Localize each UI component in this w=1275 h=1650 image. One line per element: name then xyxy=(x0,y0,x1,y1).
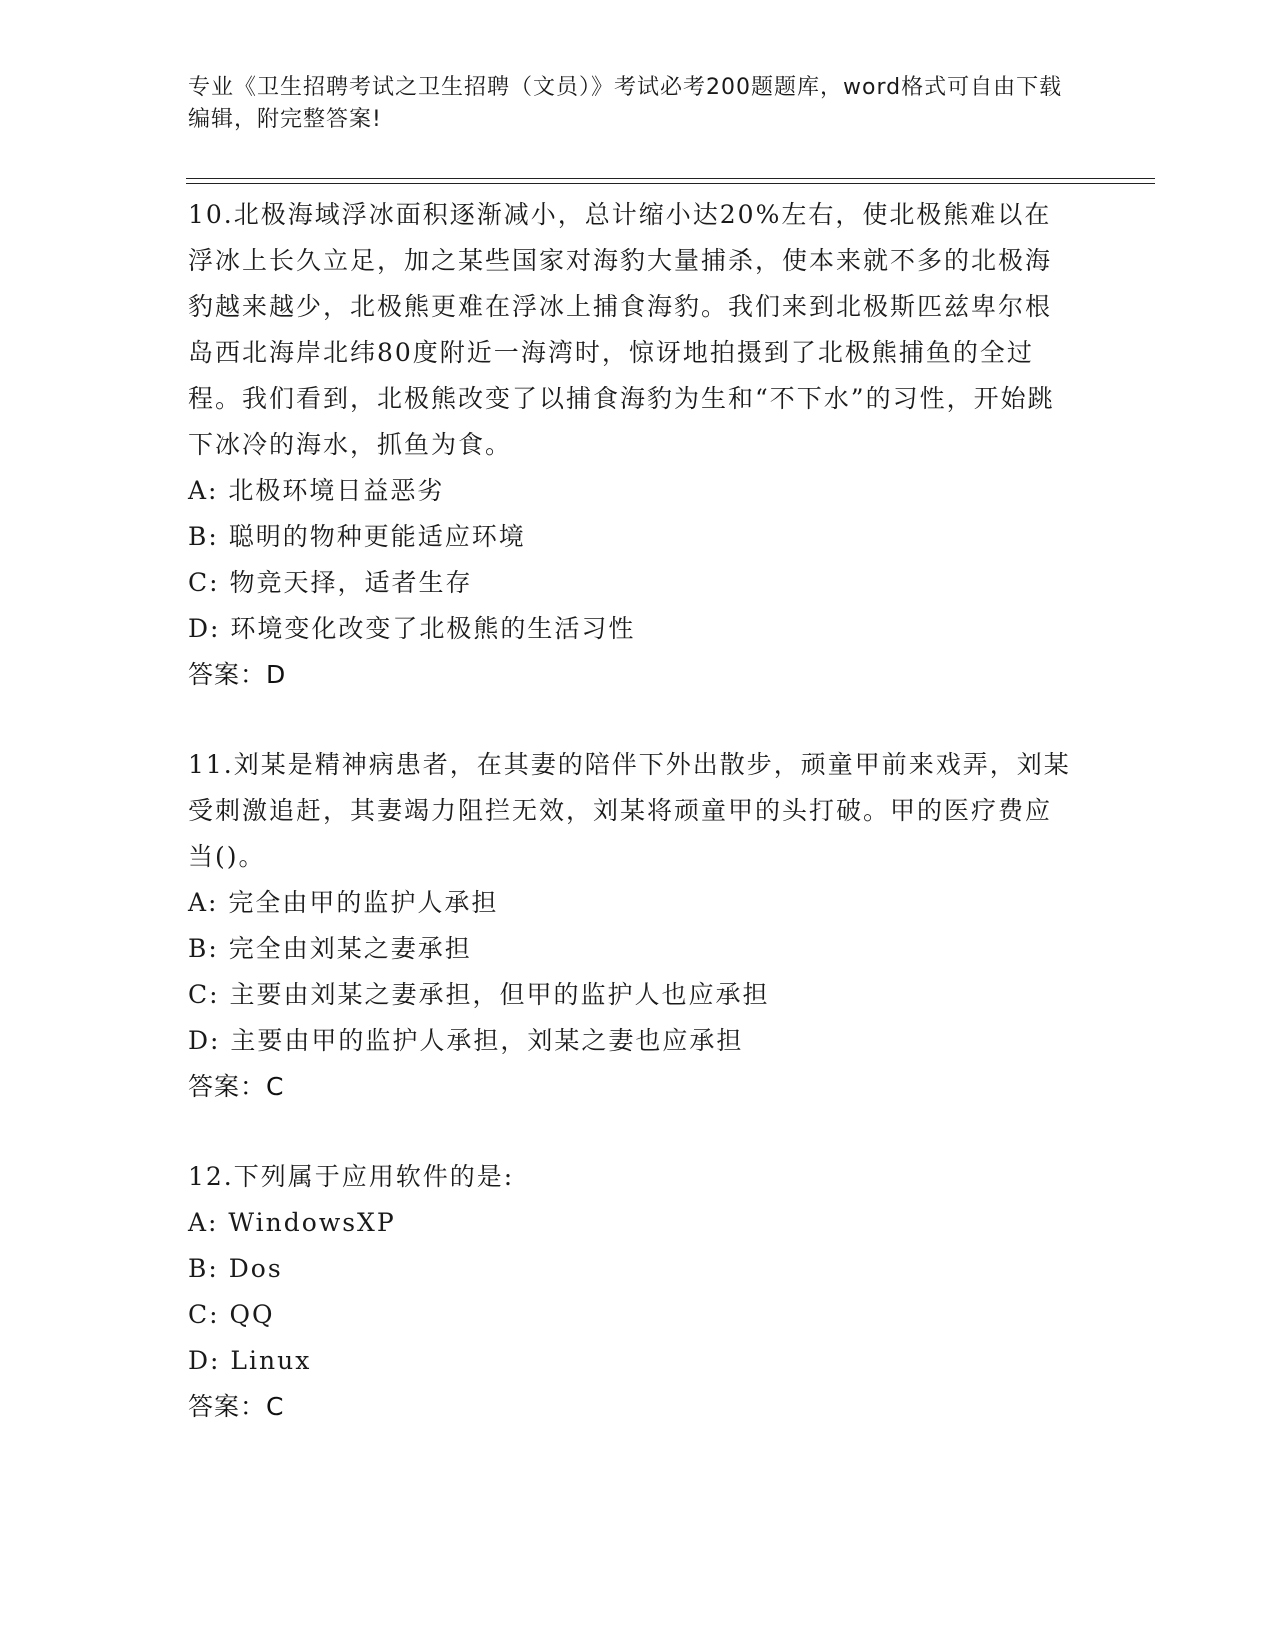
option-d: D: 主要由甲的监护人承担，刘某之妻也应承担 xyxy=(188,1026,744,1055)
option-a: A: 完全由甲的监护人承担 xyxy=(188,888,499,917)
option-c: C: 主要由刘某之妻承担，但甲的监护人也应承担 xyxy=(188,980,770,1009)
header-rule-top xyxy=(186,178,1155,179)
option-b: B: Dos xyxy=(188,1254,283,1283)
option-b: B: 完全由刘某之妻承担 xyxy=(188,934,472,963)
option-a: A: WindowsXP xyxy=(188,1208,396,1237)
option-c: C: QQ xyxy=(188,1300,275,1329)
option-c: C: 物竞天择，适者生存 xyxy=(188,568,473,597)
option-a: A: 北极环境日益恶劣 xyxy=(188,476,445,505)
question-stem: 10.北极海域浮冰面积逐渐减小，总计缩小达20%左右，使北极熊难以在浮冰上长久立足，加之某些国家对海豹大量捕杀，使本来就不多的北极海豹越来越少，北极熊更难在浮冰上捕食海豹。我们来到北极斯匹兹卑尔根岛西北海岸北纬80度附近一海湾时，惊讶地拍摄到了北极熊捕鱼的全过程。我们看到，北极熊改变了以捕食海豹为生和“不下水”的习性，开始跳下冰冷的海水，抓鱼为食。 xyxy=(188,200,1055,459)
question-12 xyxy=(188,1154,1088,1430)
header-rule-bottom xyxy=(186,183,1155,184)
document-header: 专业《卫生招聘考试之卫生招聘（文员）》考试必考200题题库，word格式可自由下载编辑，附完整答案! xyxy=(188,75,1063,132)
answer-label: 答案：C xyxy=(188,1392,285,1421)
question-10 xyxy=(188,192,1088,698)
option-b: B: 聪明的物种更能适应环境 xyxy=(188,522,526,551)
question-11 xyxy=(188,742,1088,1110)
question-list xyxy=(188,192,1088,1474)
question-stem: 11.刘某是精神病患者，在其妻的陪伴下外出散步，顽童甲前来戏弄，刘某受刺激追赶，其妻竭力阻拦无效，刘某将顽童甲的头打破。甲的医疗费应当()。 xyxy=(188,750,1071,871)
question-stem: 12.下列属于应用软件的是: xyxy=(188,1162,515,1191)
option-d: D: Linux xyxy=(188,1346,312,1375)
answer-label: 答案：C xyxy=(188,1072,285,1101)
answer-label: 答案：D xyxy=(188,660,287,689)
option-d: D: 环境变化改变了北极熊的生活习性 xyxy=(188,614,636,643)
